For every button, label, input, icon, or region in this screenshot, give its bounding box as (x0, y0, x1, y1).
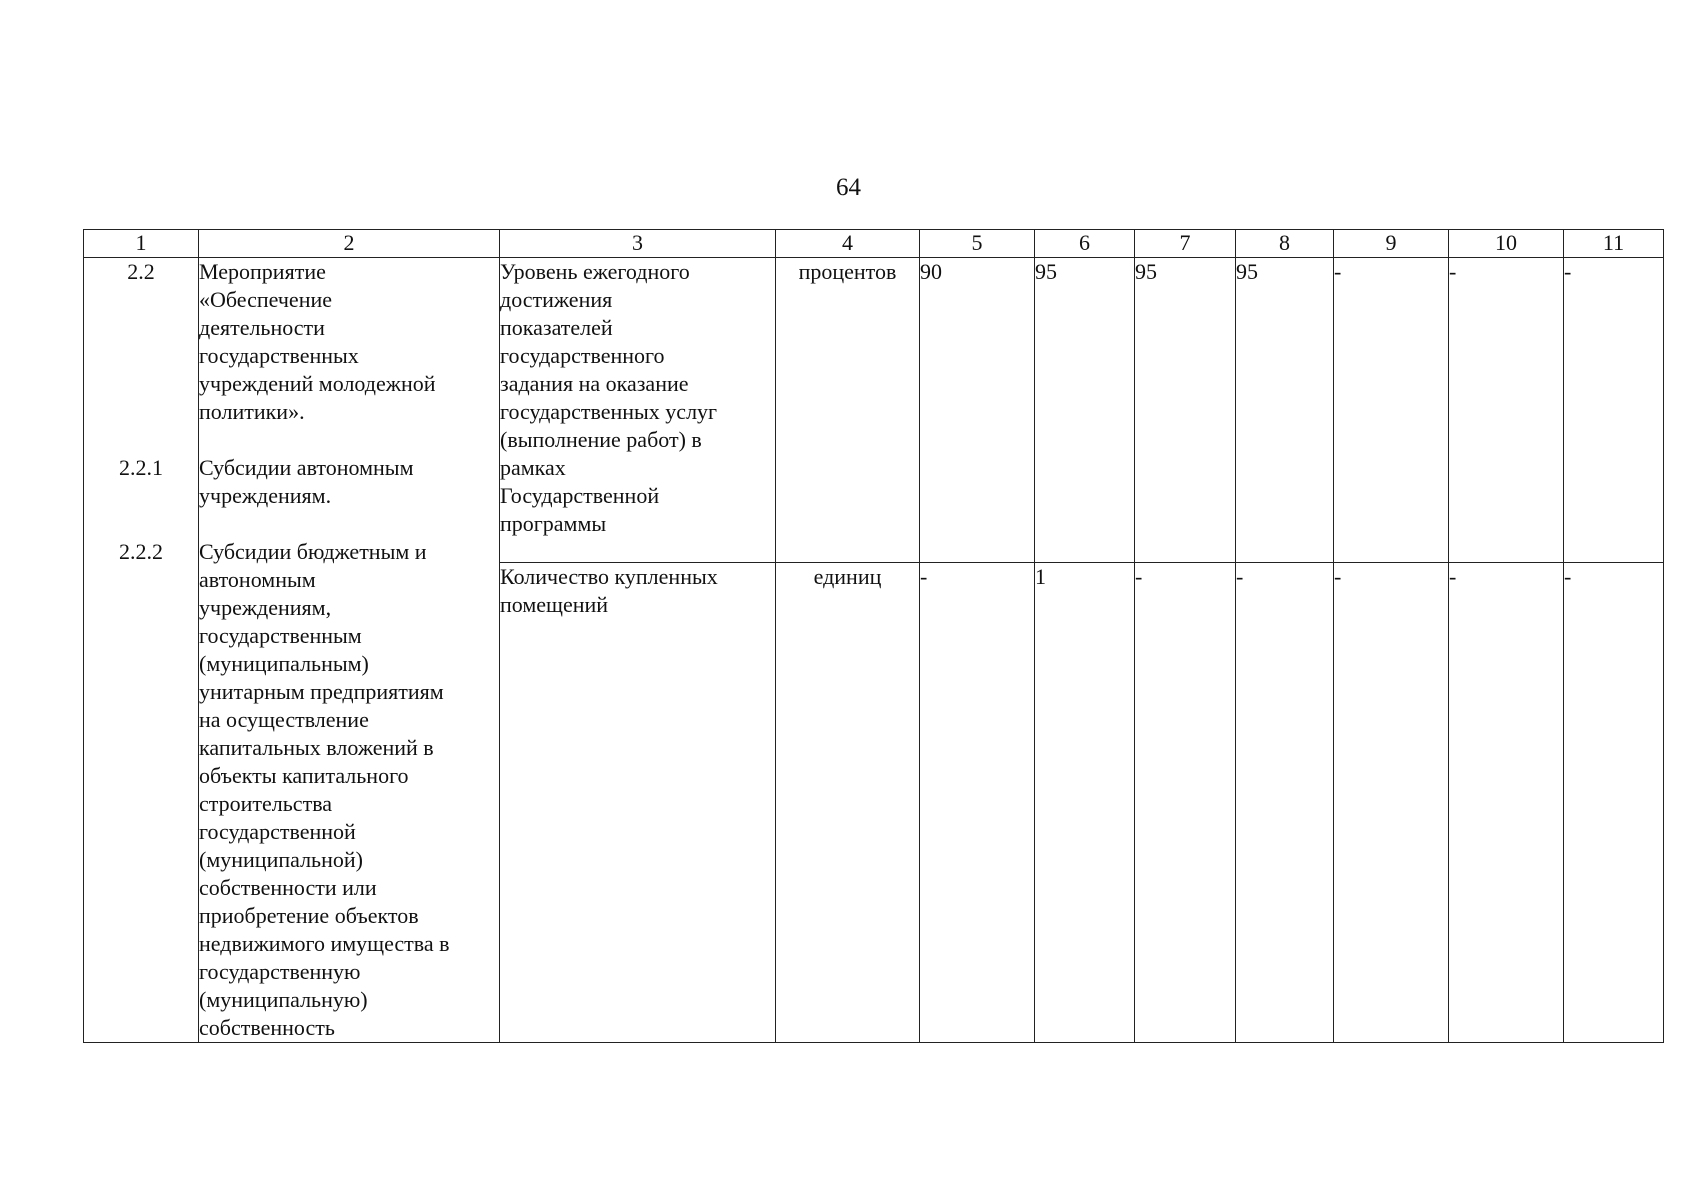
value-cell: 1 (1035, 562, 1135, 1042)
measure-text (199, 258, 499, 1042)
text-line: унитарным предприятиям (199, 679, 444, 704)
column-header: 2 (199, 230, 500, 258)
value-cell: - (1135, 562, 1236, 1042)
value-cell: 95 (1035, 258, 1135, 563)
text-line: (муниципальным) (199, 651, 369, 676)
indicator-name (500, 258, 775, 538)
column-header: 6 (1035, 230, 1135, 258)
column-header: 7 (1135, 230, 1236, 258)
item-number: 2.2.1 (119, 455, 163, 480)
text-line: Государственной (500, 483, 660, 508)
text-line: задания на оказание (500, 371, 689, 396)
header-row (84, 230, 1664, 258)
text-line: Мероприятие (199, 259, 326, 284)
value-cell: - (1236, 562, 1334, 1042)
text-line: «Обеспечение (199, 287, 332, 312)
column-header: 11 (1564, 230, 1664, 258)
text-line: учреждениям, (199, 595, 332, 620)
text-line: рамках (500, 455, 566, 480)
text-line: (муниципальной) (199, 847, 363, 872)
text-line: на осуществление (199, 707, 369, 732)
text-line: программы (500, 511, 607, 536)
text-line: политики». (199, 399, 305, 424)
indicator-name-cell (500, 562, 776, 1042)
text-line: Субсидии автономным (199, 455, 414, 480)
text-line: собственность (199, 1015, 335, 1040)
text-line: государственной (199, 819, 356, 844)
text-line: учреждениям. (199, 483, 332, 508)
text-line: собственности или (199, 875, 377, 900)
text-line: государственных услуг (500, 399, 718, 424)
text-line: Субсидии бюджетным и (199, 539, 427, 564)
text-line: Количество купленных (500, 563, 718, 589)
indicator-name-cell (500, 258, 776, 563)
value-cell: 90 (920, 258, 1035, 563)
table-row (84, 258, 1664, 563)
text-line: показателей (500, 315, 613, 340)
unit-cell: процентов (776, 258, 920, 563)
text-line: (муниципальную) (199, 987, 368, 1012)
text-line: приобретение объектов (199, 903, 419, 928)
text-line: Уровень ежегодного (500, 259, 690, 284)
text-line: государственным (199, 623, 362, 648)
text-line: деятельности (199, 315, 325, 340)
text-line: капитальных вложений в (199, 735, 434, 760)
text-line: объекты капитального (199, 763, 409, 788)
value-cell: 95 (1135, 258, 1236, 563)
text-line: достижения (500, 287, 613, 312)
text-line: государственных (199, 343, 359, 368)
text-line: (выполнение работ) в (500, 427, 702, 452)
item-number-cell (84, 258, 199, 1043)
unit-cell: единиц (776, 562, 920, 1042)
column-header: 1 (84, 230, 199, 258)
text-line: государственного (500, 343, 665, 368)
text-line: помещений (500, 591, 609, 617)
column-header: 4 (776, 230, 920, 258)
column-header: 8 (1236, 230, 1334, 258)
value-cell: - (1334, 562, 1449, 1042)
indicator-name (500, 563, 775, 619)
column-header: 10 (1449, 230, 1564, 258)
text-line: учреждений молодежной (199, 371, 436, 396)
value-cell: - (1334, 258, 1449, 563)
indicators-table (83, 229, 1664, 1043)
column-header: 5 (920, 230, 1035, 258)
text-line: государственную (199, 959, 361, 984)
page-number: 64 (836, 174, 861, 201)
column-header: 9 (1334, 230, 1449, 258)
value-cell: 95 (1236, 258, 1334, 563)
text-line (199, 510, 499, 538)
text-line: автономным (199, 567, 316, 592)
column-header: 3 (500, 230, 776, 258)
text-line: недвижимого имущества в (199, 931, 450, 956)
item-number: 2.2 (127, 259, 155, 284)
value-cell: - (1564, 258, 1664, 563)
value-cell: - (920, 562, 1035, 1042)
item-number: 2.2.2 (119, 539, 163, 564)
value-cell: - (1449, 562, 1564, 1042)
value-cell: - (1449, 258, 1564, 563)
value-cell: - (1564, 562, 1664, 1042)
text-line: строительства (199, 791, 333, 816)
text-line (199, 426, 499, 454)
measure-cell (199, 258, 500, 1043)
